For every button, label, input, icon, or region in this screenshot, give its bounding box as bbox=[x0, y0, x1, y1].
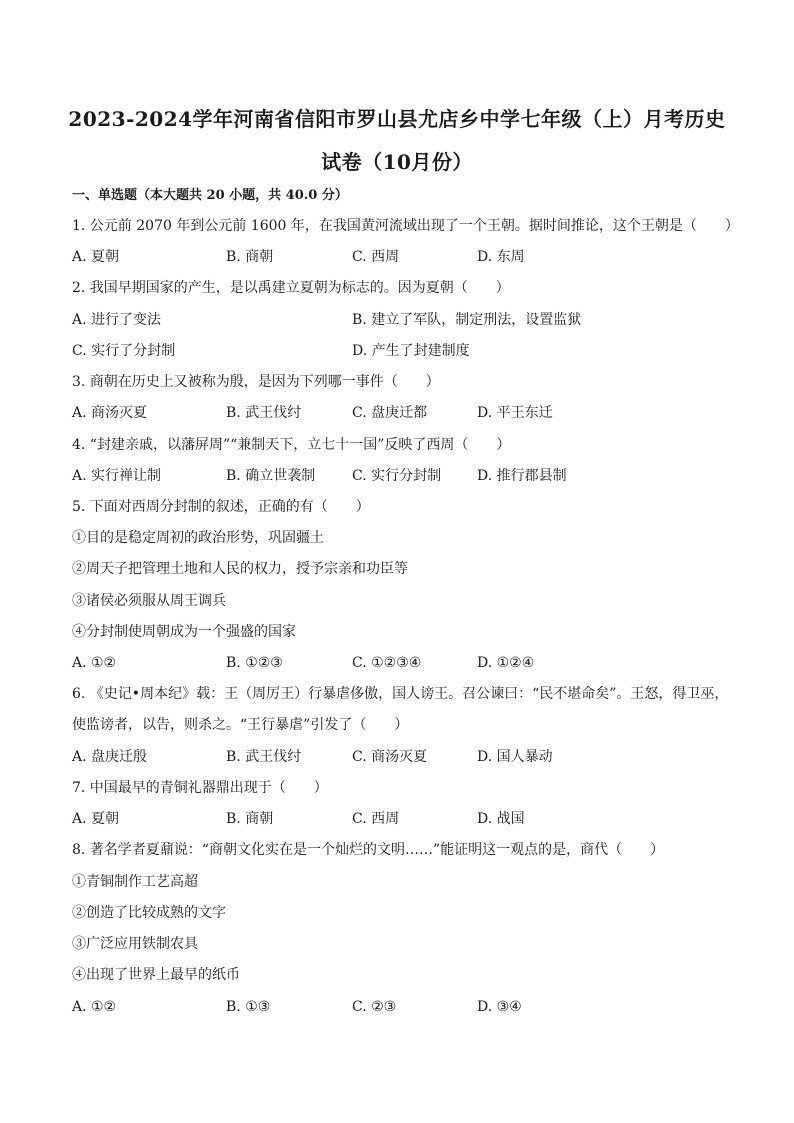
question-2-option-d: D. 产生了封建制度 bbox=[352, 343, 470, 359]
question-5-option-d: D. ①②④ bbox=[477, 655, 535, 671]
question-2-option-b: B. 建立了军队，制定刑法，设置监狱 bbox=[352, 312, 582, 328]
question-1-option-b: B. 商朝 bbox=[226, 249, 274, 265]
question-6-option-a: A. 盘庚迁殷 bbox=[72, 749, 148, 765]
question-8-statement-2: ②创造了比较成熟的文字 bbox=[72, 905, 226, 921]
question-8-option-c: C. ②③ bbox=[352, 999, 397, 1015]
question-1-stem: 1. 公元前 2070 年到公元前 1600 年，在我国黄河流域出现了一个王朝。据时间推论，这个王朝是（ ） bbox=[72, 218, 739, 234]
question-8-option-a: A. ①② bbox=[72, 999, 117, 1015]
question-8-statement-3: ③广泛应用铁制农具 bbox=[72, 936, 198, 952]
question-4-option-c: C. 实行分封制 bbox=[352, 468, 442, 484]
question-5-stem: 5. 下面对西周分封制的叙述，正确的有（ ） bbox=[72, 499, 370, 515]
question-4-option-d: D. 推行郡县制 bbox=[477, 468, 567, 484]
question-1-option-c: C. 西周 bbox=[352, 249, 400, 265]
question-8-statement-4: ④出现了世界上最早的纸币 bbox=[72, 967, 240, 983]
question-2-option-c: C. 实行了分封制 bbox=[72, 343, 176, 359]
question-3-option-b: B. 武王伐纣 bbox=[226, 405, 302, 421]
question-5-option-a: A. ①② bbox=[72, 655, 117, 671]
question-3-option-d: D. 平王东迁 bbox=[477, 405, 553, 421]
question-5-statement-2: ②周天子把管理土地和人民的权力，授予宗亲和功臣等 bbox=[72, 561, 408, 577]
question-5-statement-3: ③诸侯必须服从周王调兵 bbox=[72, 593, 226, 609]
question-6-option-c: C. 商汤灭夏 bbox=[352, 749, 428, 765]
exam-title-line-1: 2023-2024学年河南省信阳市罗山县尤店乡中学七年级（上）月考历史 bbox=[68, 107, 726, 131]
question-8-option-b: B. ①③ bbox=[226, 999, 271, 1015]
question-5-statement-1: ①目的是稳定周初的政治形势，巩固疆土 bbox=[72, 530, 324, 546]
question-8-option-d: D. ③④ bbox=[477, 999, 522, 1015]
question-7-stem: 7. 中国最早的青铜礼器鼎出现于（ ） bbox=[72, 780, 328, 796]
question-6-option-b: B. 武王伐纣 bbox=[226, 749, 302, 765]
question-7-option-b: B. 商朝 bbox=[226, 811, 274, 827]
question-1-option-d: D. 东周 bbox=[477, 249, 525, 265]
question-7-option-d: D. 战国 bbox=[477, 811, 525, 827]
question-3-option-c: C. 盘庚迁都 bbox=[352, 405, 428, 421]
question-2-option-a: A. 进行了变法 bbox=[72, 312, 162, 328]
question-3-option-a: A. 商汤灭夏 bbox=[72, 405, 148, 421]
question-5-option-c: C. ①②③④ bbox=[352, 655, 422, 671]
question-5-option-b: B. ①②③ bbox=[226, 655, 283, 671]
question-7-option-c: C. 西周 bbox=[352, 811, 400, 827]
exam-title-line-2: 试卷（10月份） bbox=[321, 150, 473, 174]
question-5-statement-4: ④分封制使周朝成为一个强盛的国家 bbox=[72, 624, 296, 640]
question-4-option-a: A. 实行禅让制 bbox=[72, 468, 162, 484]
question-4-option-b: B. 确立世袭制 bbox=[226, 468, 316, 484]
question-3-stem: 3. 商朝在历史上又被称为殷，是因为下列哪一事件（ ） bbox=[72, 374, 440, 390]
question-1-option-a: A. 夏朝 bbox=[72, 249, 120, 265]
question-8-stem: 8. 著名学者夏鼐说：“商朝文化实在是一个灿烂的文明……”能证明这一观点的是，商代（ ） bbox=[72, 842, 665, 858]
question-6-stem-cont: 使监谤者，以告，则杀之。“王行暴虐”引发了（ ） bbox=[72, 717, 409, 733]
question-8-statement-1: ①青铜制作工艺高超 bbox=[72, 874, 198, 890]
section-heading: 一、单选题（本大题共 20 小题，共 40.0 分） bbox=[72, 188, 348, 203]
question-6-stem: 6. 《史记•周本纪》载：王（周厉王）行暴虐侈傲，国人谤王。召公谏曰：“民不堪命矣”。王怒，得卫巫， bbox=[72, 686, 729, 702]
question-2-stem: 2. 我国早期国家的产生，是以禹建立夏朝为标志的。因为夏朝（ ） bbox=[72, 280, 510, 296]
question-4-stem: 4. “封建亲戚，以藩屏周”“兼制天下，立七十一国”反映了西周（ ） bbox=[72, 437, 511, 453]
question-6-option-d: D. 国人暴动 bbox=[477, 749, 553, 765]
question-7-option-a: A. 夏朝 bbox=[72, 811, 120, 827]
